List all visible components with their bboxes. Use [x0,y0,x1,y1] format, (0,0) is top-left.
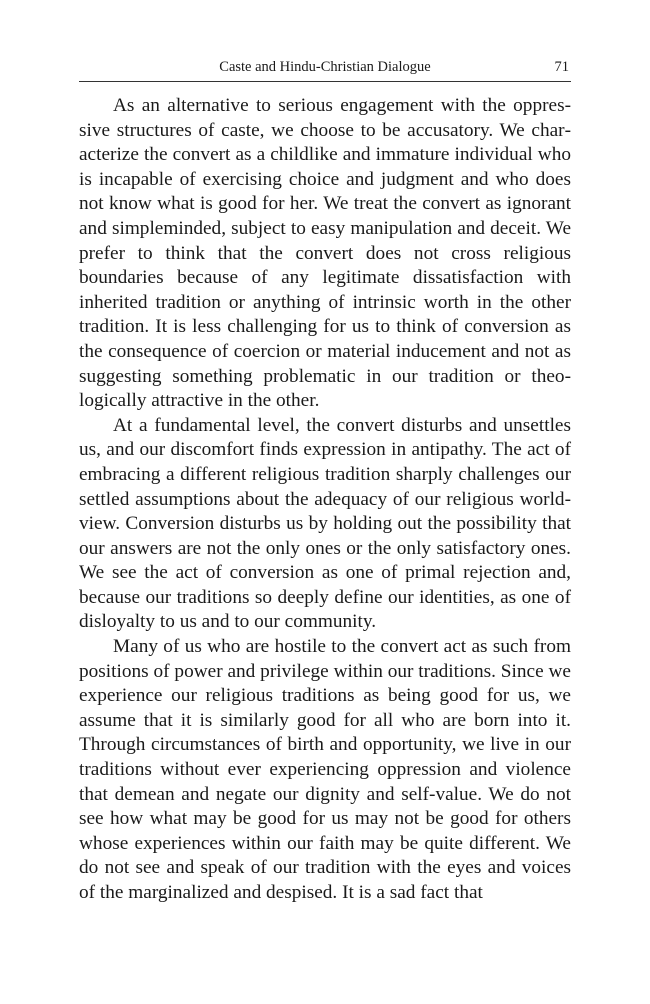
body-text [79,94,571,906]
running-head [79,57,571,77]
header-rule [79,81,571,82]
page-number: 71 [554,59,569,75]
paragraph: As an alternative to serious engagement with the oppressive structures of caste, we choose to be accusatory. We characterize the convert as a childlike and immature individual who is incapable of exercising choice and judgment and who does not know what is good for her. We treat the convert as ignorant and simpleminded, subject to easy manipulation and deceit. We prefer to think that the convert does not cross religious boundaries because of any legitimate dissatisfaction with inherited tradition or anything of intrinsic worth in the other tradition. It is less challenging for us to think of conversion as the consequence of coercion or material inducement and not as suggesting something problematic in our tradition or theologically attractive in the other. [79,95,571,412]
paragraph: Many of us who are hostile to the convert act as such from positions of power and privilege within our traditions. Since we experience our religious traditions as being good for us, we assume that it is similarly good for all who are born into it. Through circumstances of birth and opportunity, we live in our traditions without ever experiencing oppression and violence that demean and negate our dignity and self-value. We do not see how what may be good for us may not be good for others whose experiences within our faith may be quite different. We do not see and speak of our tradition with the eyes and voices of the marginalized and despised. It is a sad fact that [79,636,571,903]
paragraph: At a fundamental level, the convert disturbs and unsettles us, and our discomfort finds expression in antipathy. The act of embracing a different religious tradition sharply challenges our settled assumptions about the adequacy of our religious worldview. Conversion disturbs us by holding out the possibility that our answers are not the only ones or the only satisfactory ones. We see the act of conversion as one of primal rejection and, because our traditions so deeply define our identities, as one of disloyalty to us and to our community. [79,414,571,633]
running-title: Caste and Hindu-Christian Dialogue [219,59,431,75]
